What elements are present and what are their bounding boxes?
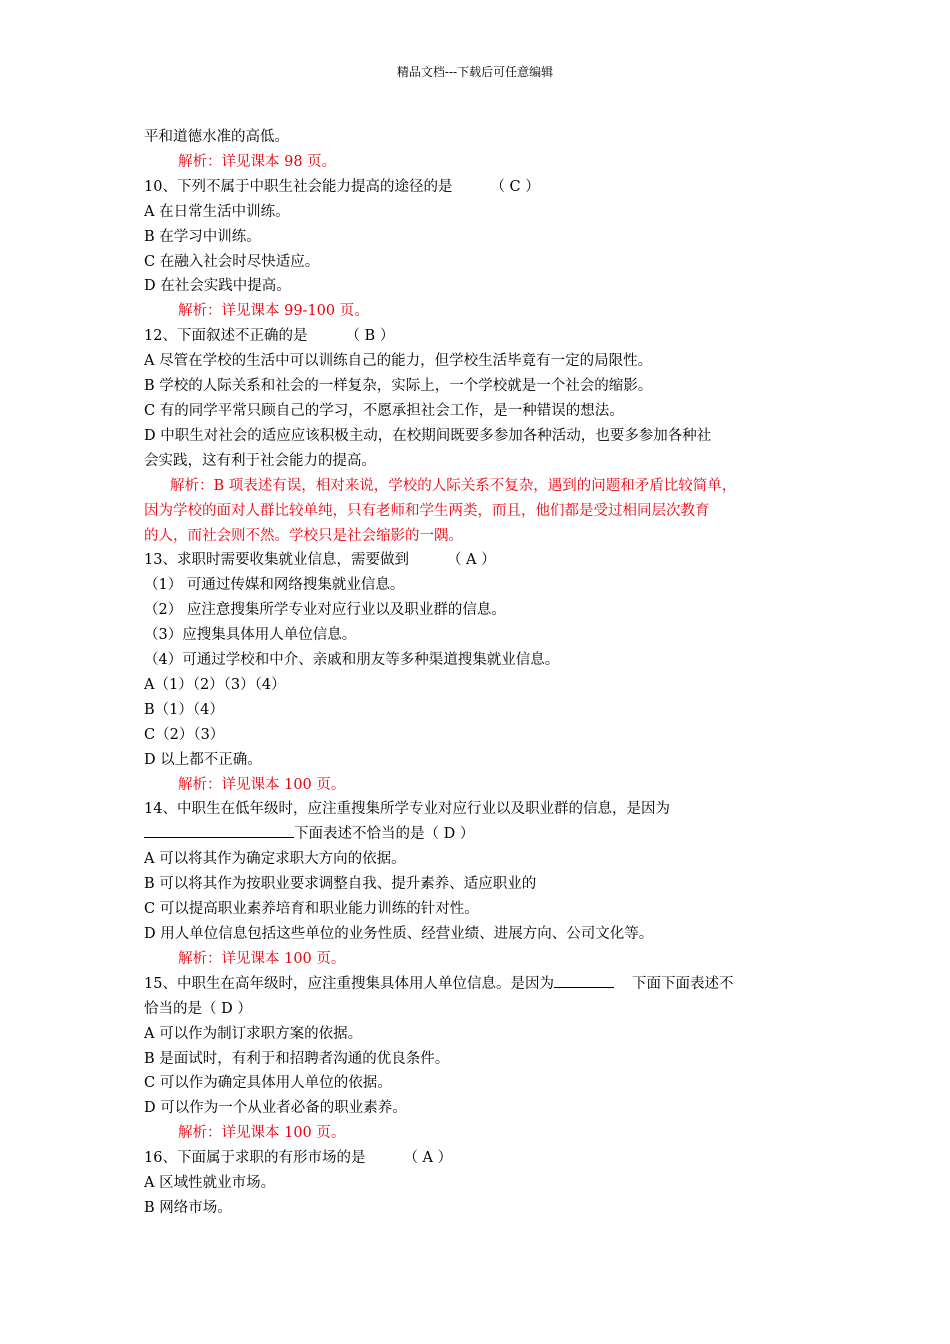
line-text: D 中职生对社会的适应应该积极主动，在校期间既要多参加各种活动，也要多参加各种社 xyxy=(144,427,712,444)
text-line xyxy=(144,623,814,648)
line-text: 解析：B 项表述有误，相对来说，学校的人际关系不复杂，遇到的问题和矛盾比较简单， xyxy=(170,477,737,494)
text-line xyxy=(144,822,814,847)
page-header: 精品文档---下载后可任意编辑 xyxy=(396,65,554,79)
line-text: C 可以作为确定具体用人单位的依据。 xyxy=(144,1075,392,1092)
text-line xyxy=(144,673,814,698)
text-line xyxy=(144,872,814,897)
answer-key: （ B ） xyxy=(345,328,395,345)
text-line xyxy=(144,250,814,275)
text-line xyxy=(144,997,814,1022)
text-line xyxy=(144,349,814,374)
line-text: B 网络市场。 xyxy=(144,1199,232,1216)
line-text: 平和道德水准的高低。 xyxy=(144,129,289,145)
text-line xyxy=(144,598,814,623)
analysis-line xyxy=(144,524,814,549)
line-text: 16、下面属于求职的有形市场的是 xyxy=(144,1150,366,1167)
text-line xyxy=(144,225,814,250)
line-text: 12、下面叙述不正确的是 xyxy=(144,328,308,345)
document-body xyxy=(144,125,814,1221)
line-text: B 可以将其作为按职业要求调整自我、提升素养、适应职业的 xyxy=(144,876,537,893)
line-text: 13、求职时需要收集就业信息，需要做到 xyxy=(144,552,409,569)
text-line xyxy=(144,1022,814,1047)
text-line xyxy=(144,922,814,947)
line-text: A 尽管在学校的生活中可以训练自己的能力，但学校生活毕竟有一定的局限性。 xyxy=(144,353,653,370)
line-text: （3）应搜集具体用人单位信息。 xyxy=(144,627,357,644)
analysis-line xyxy=(144,499,814,524)
line-text: D 以上都不正确。 xyxy=(144,751,262,768)
analysis-line xyxy=(144,1121,814,1146)
line-text: 解析：详见课本 100 页。 xyxy=(178,1125,346,1142)
text-line xyxy=(144,200,814,225)
text-line xyxy=(144,972,814,997)
text-line xyxy=(144,449,814,474)
text-line xyxy=(144,125,814,150)
line-text: 会实践，这有利于社会能力的提高。 xyxy=(144,452,376,469)
text-line xyxy=(144,175,814,200)
text-line xyxy=(144,797,814,822)
line-text: 解析：详见课本 100 页。 xyxy=(178,950,346,967)
text-line xyxy=(144,374,814,399)
line-text: 15、中职生在高年级时，应注重搜集具体用人单位信息。是因为 xyxy=(144,975,554,992)
line-text: D 用人单位信息包括这些单位的业务性质、经营业绩、进展方向、公司文化等。 xyxy=(144,926,654,942)
line-text: A（1）（2）（3）（4） xyxy=(144,676,286,693)
line-text: （2） 应注意搜集所学专业对应行业以及职业群的信息。 xyxy=(144,602,506,619)
text-line xyxy=(144,1096,814,1121)
text-line xyxy=(144,1196,814,1221)
line-text: B 学校的人际关系和社会的一样复杂，实际上，一个学校就是一个社会的缩影。 xyxy=(144,378,653,395)
line-text: A 可以作为制订求职方案的依据。 xyxy=(144,1025,363,1042)
answer-key: （ A ） xyxy=(403,1150,453,1167)
line-text: A 区域性就业市场。 xyxy=(144,1175,276,1192)
line-text: 因为学校的面对人群比较单纯，只有老师和学生两类，而且，他们都是受过相同层次教育 xyxy=(144,502,710,519)
line-text: C 在融入社会时尽快适应。 xyxy=(144,253,320,270)
line-text: B 是面试时，有利于和招聘者沟通的优良条件。 xyxy=(144,1050,450,1067)
analysis-line xyxy=(144,474,814,499)
line-text: D 可以作为一个从业者必备的职业素养。 xyxy=(144,1100,407,1117)
line-text: C（2）（3） xyxy=(144,726,225,743)
text-line xyxy=(144,1146,814,1171)
answer-blank xyxy=(554,973,614,988)
text-line xyxy=(144,548,814,573)
text-line xyxy=(144,648,814,673)
text-line xyxy=(144,399,814,424)
text-line xyxy=(144,723,814,748)
analysis-line xyxy=(144,773,814,798)
text-line xyxy=(144,748,814,773)
line-text: 解析：详见课本 100 页。 xyxy=(178,776,346,793)
text-line xyxy=(144,424,814,449)
line-text: B 在学习中训练。 xyxy=(144,228,261,245)
text-line xyxy=(144,274,814,299)
line-text: C 有的同学平常只顾自己的学习，不愿承担社会工作，是一种错误的想法。 xyxy=(144,402,624,419)
text-line xyxy=(144,1171,814,1196)
text-line xyxy=(144,698,814,723)
text-line xyxy=(144,1047,814,1072)
line-text: A 在日常生活中训练。 xyxy=(144,203,290,220)
line-text: 10、下列不属于中职生社会能力提高的途径的是 xyxy=(144,178,453,195)
line-text: 14、中职生在低年级时，应注重搜集所学专业对应行业以及职业群的信息，是因为 xyxy=(144,801,670,818)
answer-blank xyxy=(144,823,294,838)
line-text: D 在社会实践中提高。 xyxy=(144,278,291,295)
line-text: 恰当的是（ D ） xyxy=(144,1000,252,1017)
line-text: A 可以将其作为确定求职大方向的依据。 xyxy=(144,851,406,868)
answer-key: （ C ） xyxy=(490,178,540,195)
text-line xyxy=(144,573,814,598)
text-line xyxy=(144,897,814,922)
line-text: 解析：详见课本 98 页。 xyxy=(178,153,337,170)
analysis-line xyxy=(144,947,814,972)
line-text: （4）可通过学校和中介、亲戚和朋友等多种渠道搜集就业信息。 xyxy=(144,652,560,669)
answer-key: （ A ） xyxy=(446,552,496,569)
line-text-tail: 下面下面表述不 xyxy=(631,975,734,992)
text-line xyxy=(144,1071,814,1096)
text-line xyxy=(144,847,814,872)
analysis-line xyxy=(144,299,814,324)
line-text: 解析：详见课本 99-100 页。 xyxy=(178,303,369,320)
text-line xyxy=(144,324,814,349)
line-text: C 可以提高职业素养培育和职业能力训练的针对性。 xyxy=(144,901,479,918)
line-text: 的人，而社会则不然。学校只是社会缩影的一隅。 xyxy=(144,527,463,544)
line-text: 下面表述不恰当的是（ D ） xyxy=(294,826,475,843)
line-text: B（1）（4） xyxy=(144,701,224,718)
line-text: （1） 可通过传媒和网络搜集就业信息。 xyxy=(144,577,405,594)
analysis-line xyxy=(144,150,814,175)
